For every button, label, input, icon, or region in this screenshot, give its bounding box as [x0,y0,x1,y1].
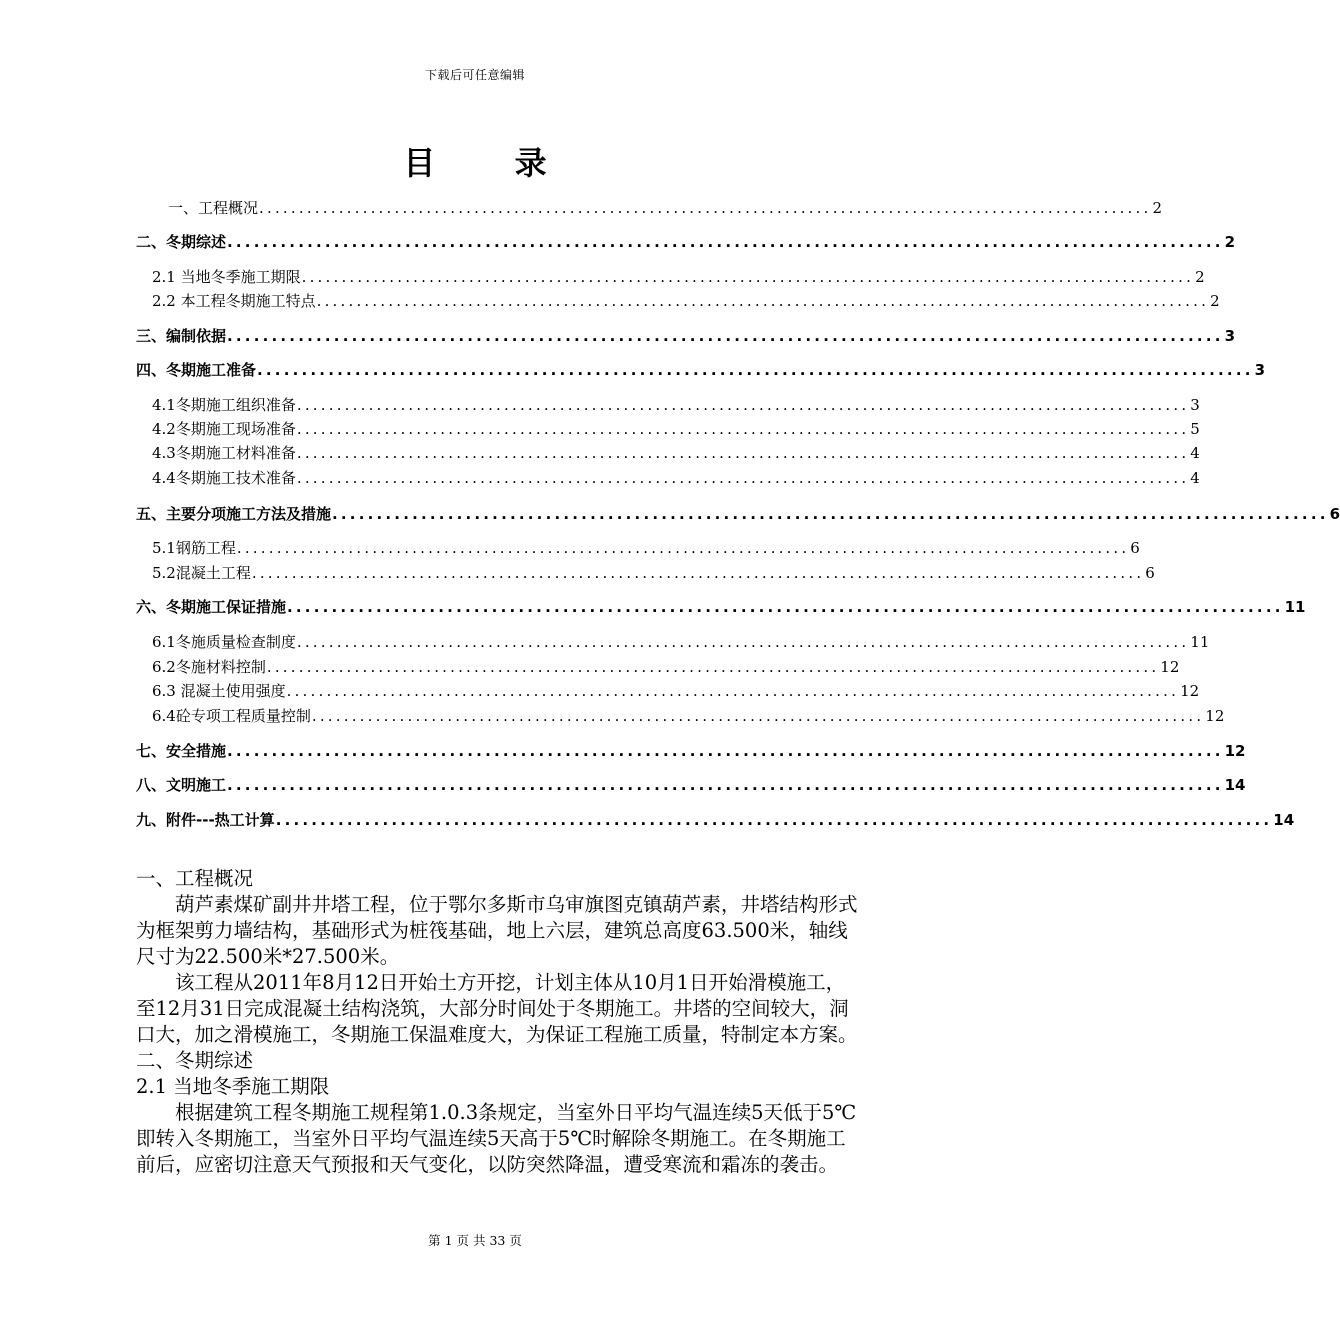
toc-entry-page: 14 [1273,811,1295,829]
toc-leader: ................................................................................................................ [259,199,1152,217]
toc-entry[interactable] [136,325,1236,346]
toc-entry-page: 11 [1190,633,1210,651]
toc-entry-text: 5.2混凝土工程 [152,564,251,582]
toc-leader: ................................................................................................................ [311,707,1205,725]
toc-leader: ................................................................................................................ [227,327,1224,345]
toc-entry-text: 6.4砼专项工程质量控制 [152,707,311,725]
toc-entry-page: 6 [1329,505,1340,523]
paragraph: 根据建筑工程冬期施工规程第1.0.3条规定，当室外日平均气温连续5天低于5℃即转入冬期施工，当室外日平均气温连续5天高于5℃时解除冬期施工。在冬期施工前后，应密切注意天气预报和天气变化，以防突然降温，遭受寒流和霜冻的袭击。 [136,1101,857,1176]
toc-entry[interactable] [152,656,1180,677]
toc-leader: ................................................................................................................ [266,658,1160,676]
toc-entry[interactable] [152,631,1210,652]
toc-entry[interactable] [152,467,1200,488]
toc-entry[interactable] [152,290,1220,311]
toc-entry[interactable] [136,596,1306,617]
toc-entry-page: 12 [1160,658,1180,676]
toc-entry-page: 12 [1205,707,1225,725]
toc-entry[interactable] [136,231,1236,252]
section-heading: 一、工程概况 [136,867,254,890]
toc-entry-page: 3 [1224,327,1236,345]
toc-entry-text: 4.3冬期施工材料准备 [152,444,296,462]
toc-entry-text: 6.3 混凝土使用强度 [152,682,286,700]
toc-entry-text: 4.1冬期施工组织准备 [152,396,296,414]
toc-leader: ................................................................................................................ [296,469,1190,487]
toc-leader: ................................................................................................................ [332,505,1329,523]
toc-entry-text: 三、编制依据 [136,327,227,345]
toc-entry-text: 八、文明施工 [136,776,227,794]
toc-leader: ................................................................................................................ [227,776,1224,794]
toc-entry-text: 六、冬期施工保证措施 [136,598,287,616]
toc-entry-page: 2 [1152,199,1162,217]
toc-leader: ................................................................................................................ [227,233,1224,251]
toc-entry-page: 5 [1190,420,1200,438]
document-body [136,866,860,1178]
toc-entry-page: 6 [1145,564,1155,582]
toc-leader: ................................................................................................................ [257,361,1254,379]
toc-title: 目 录 [403,144,581,182]
toc-entry-text: 七、安全措施 [136,742,227,760]
toc-entry-text: 4.2冬期施工现场准备 [152,420,296,438]
subsection-heading: 2.1 当地冬季施工期限 [136,1075,330,1098]
toc-entry[interactable] [152,266,1205,287]
toc-entry[interactable] [152,562,1155,583]
toc-entry-text: 5.1钢筋工程 [152,539,236,557]
page-header: 下载后可任意编辑 [424,68,525,82]
toc-entry-page: 4 [1190,469,1200,487]
paragraph: 该工程从2011年8月12日开始土方开挖，计划主体从10月1日开始滑模施工，至12月31日完成混凝土结构浇筑，大部分时间处于冬期施工。井塔的空间较大，洞口大，加之滑模施工，冬期施工保温难度大，为保证工程施工质量，特制定本方案。 [136,971,858,1046]
toc-leader: ................................................................................................................ [316,292,1210,310]
toc-leader: ................................................................................................................ [296,420,1190,438]
toc-entry-page: 2 [1210,292,1220,310]
toc-entry-text: 6.2冬施材料控制 [152,658,266,676]
toc-entry[interactable] [152,418,1200,439]
toc-leader: ................................................................................................................ [296,444,1190,462]
toc-entry-page: 3 [1254,361,1266,379]
toc-leader: ................................................................................................................ [286,682,1180,700]
toc-leader: ................................................................................................................ [287,598,1284,616]
toc-entry[interactable] [152,442,1200,463]
toc-entry-page: 6 [1130,539,1140,557]
toc-entry-page: 2 [1195,268,1205,286]
toc-entry-page: 12 [1180,682,1200,700]
toc-entry[interactable] [152,537,1140,558]
toc-entry[interactable] [152,705,1225,726]
toc-entry-text: 五、主要分项施工方法及措施 [136,505,332,523]
toc-leader: ................................................................................................................ [275,811,1273,829]
toc-entry-page: 12 [1224,742,1246,760]
toc-leader: ................................................................................................................ [296,396,1190,414]
toc-leader: ................................................................................................................ [251,564,1145,582]
toc-entry-page: 2 [1224,233,1236,251]
toc-entry-text: 4.4冬期施工技术准备 [152,469,296,487]
toc-entry[interactable] [136,809,1295,830]
toc-entry-text: 2.2 本工程冬期施工特点 [152,292,316,310]
toc-leader: ................................................................................................................ [236,539,1130,557]
page-footer: 第 1 页 共 33 页 [428,1233,522,1248]
toc-entry-page: 14 [1224,776,1246,794]
toc-entry[interactable] [168,197,1162,218]
toc-entry-text: 一、工程概况 [168,199,259,217]
toc-leader: ................................................................................................................ [227,742,1224,760]
toc-entry-text: 四、冬期施工准备 [136,361,257,379]
toc-entry[interactable] [152,680,1200,701]
toc-entry[interactable] [136,774,1246,795]
toc-entry[interactable] [136,359,1266,380]
toc-entry-text: 2.1 当地冬季施工期限 [152,268,301,286]
toc-leader: ................................................................................................................ [296,633,1190,651]
toc-entry[interactable] [152,394,1200,415]
toc-entry-text: 6.1冬施质量检查制度 [152,633,296,651]
toc-entry-page: 11 [1284,598,1306,616]
toc-entry-page: 4 [1190,444,1200,462]
toc-entry[interactable] [136,740,1246,761]
paragraph: 葫芦素煤矿副井井塔工程，位于鄂尔多斯市乌审旗图克镇葫芦素，井塔结构形式为框架剪力墙结构，基础形式为桩筏基础，地上六层，建筑总高度63.500米，轴线尺寸为22.500米*27.500米。 [136,893,858,968]
toc-entry-text: 九、附件---热工计算 [136,811,275,829]
toc-entry-text: 二、冬期综述 [136,233,227,251]
toc-leader: ................................................................................................................ [301,268,1195,286]
section-heading: 二、冬期综述 [136,1049,254,1072]
toc-entry[interactable] [136,503,1340,524]
toc-entry-page: 3 [1190,396,1200,414]
